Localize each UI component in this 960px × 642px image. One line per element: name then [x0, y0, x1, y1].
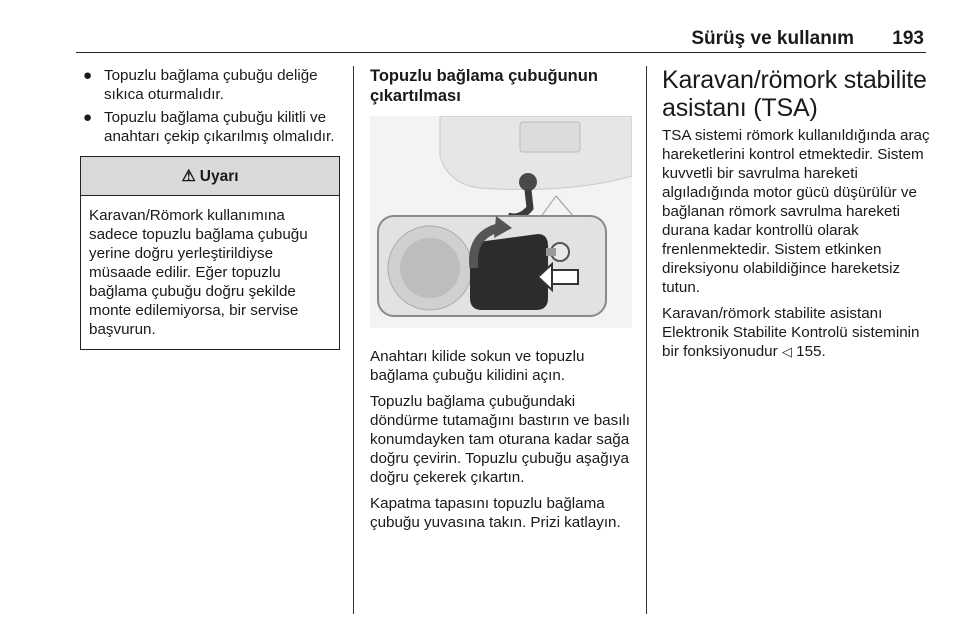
column-divider-right	[646, 66, 647, 614]
text-block	[370, 347, 632, 532]
section-heading-tsa: Karavan/römork stabilite asistanı (TSA)	[662, 66, 927, 122]
bullet-dot: ●	[83, 109, 93, 126]
section-heading-tow-bar-removal: Topuzlu bağlama çubuğunun çıkartılması	[370, 67, 598, 105]
page-header	[76, 26, 926, 53]
column-middle	[370, 66, 632, 539]
warning-text: Karavan/Römork kullanımına sadece topuzlu bağlama çubuğu yerine doğru yerleştirildiyse müsaade edilir. Eğer topuzlu bağlama çubuğu doğru şekilde monte edilemiyorsa, bir servise başvurun.	[89, 207, 308, 338]
bullet-text: Topuzlu bağlama çubuğu kilitli ve anahtarı çekip çıkarılmış olmalıdır.	[104, 109, 335, 145]
bullet-text: Topuzlu bağlama çubuğu deliğe sıkıca oturmalıdır.	[104, 67, 318, 103]
header-title: Sürüş ve kullanım	[691, 28, 854, 49]
paragraph: Topuzlu bağlama çubuğundaki döndürme tutamağını bastırın ve basılı konumdayken tam oturana kadar sağa doğru çevirin. Topuzlu çubuğu aşağıya doğru çekerek çıkartın.	[370, 393, 631, 486]
list-item	[80, 66, 342, 104]
tow-bar-removal-illustration	[370, 116, 632, 328]
warning-header	[81, 157, 339, 196]
column-right	[662, 66, 932, 368]
paragraph: Anahtarı kilide sokun ve topuzlu bağlama çubuğu kilidini açın.	[370, 348, 585, 384]
warning-box	[80, 156, 340, 350]
page-reference-arrow-icon: ◁	[781, 344, 792, 359]
bullet-dot: ●	[83, 67, 93, 84]
column-divider-left	[353, 66, 354, 614]
column-left	[80, 66, 342, 350]
paragraph-text: Karavan/römork stabilite asistanı Elektronik Stabilite Kontrolü sisteminin bir fonksiyonudur	[662, 305, 920, 360]
warning-triangle-icon: ⚠	[181, 167, 196, 185]
warning-title: Uyarı	[199, 167, 239, 185]
bullet-list	[80, 66, 342, 146]
page-number: 193	[892, 28, 924, 49]
paragraph: Kapatma tapasını topuzlu bağlama çubuğu yuvasına takın. Prizi katlayın.	[370, 495, 621, 531]
list-item	[80, 108, 342, 146]
paragraph	[662, 304, 932, 361]
paragraph: TSA sistemi römork kullanıldığında araç hareketlerini kontrol etmektedir. Sistem kuvvetli bir savrulma hareketi algıladığında motor gücü düşürülür ve bağlanan römork savrulma hareketi durana kadar kontrollü olarak frenlenmektedir. Sistem etkinken direksiyonu olabildiğince hareketsiz tutun.	[662, 127, 930, 296]
page-reference-link[interactable]: 155.	[796, 343, 826, 360]
